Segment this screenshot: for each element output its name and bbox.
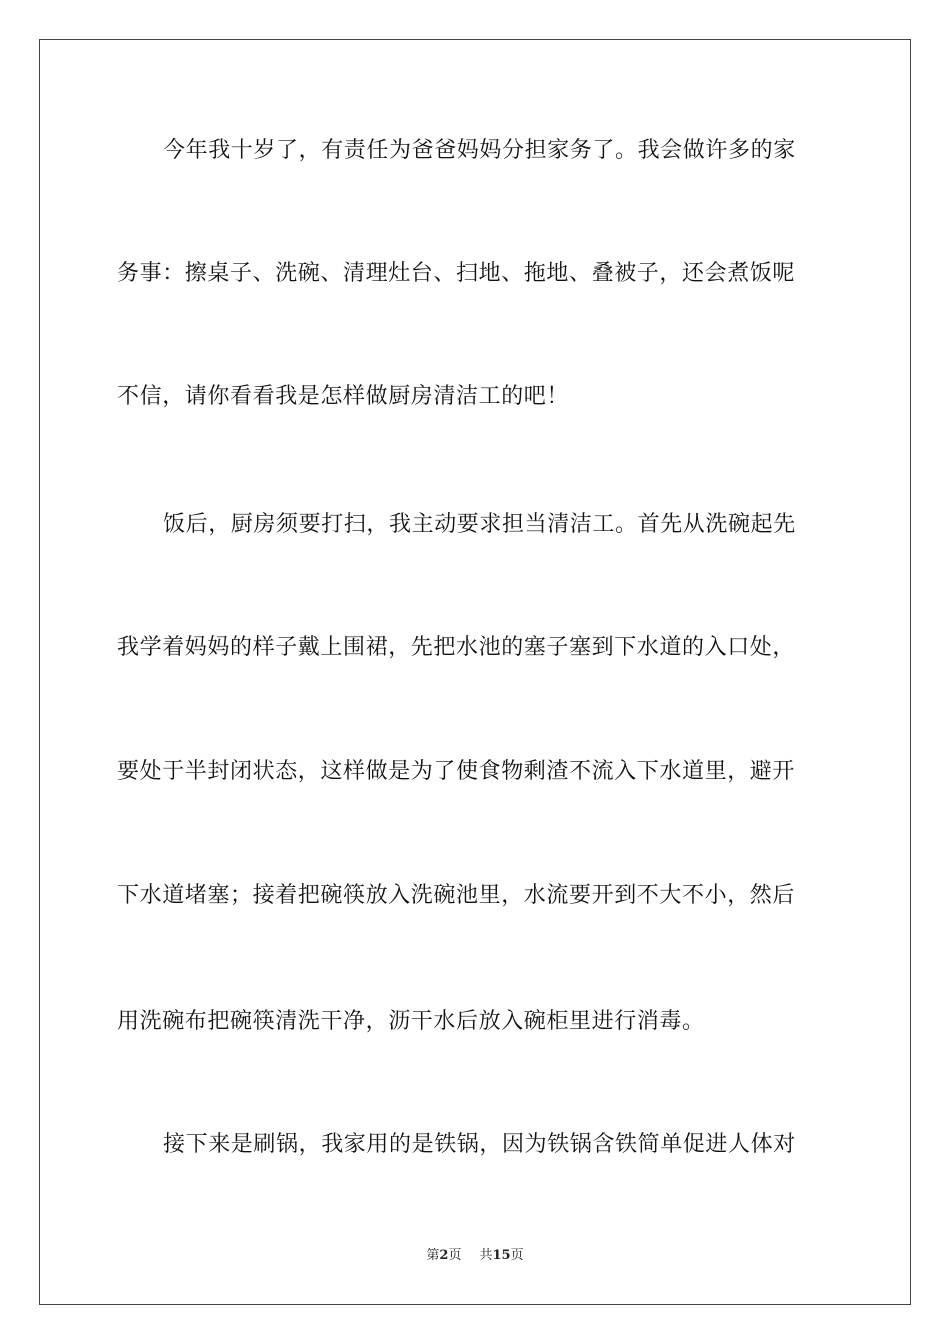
total-prefix: 共: [479, 1248, 493, 1263]
total-suffix: 页: [510, 1248, 524, 1263]
paragraph-2-line-1: 饭后，厨房须要打扫，我主动要求担当清洁工。首先从洗碗起先: [163, 512, 796, 537]
total-pages: 15: [492, 1248, 511, 1263]
page-number: 2: [439, 1248, 449, 1263]
paragraph-2-line-4: 下水道堵塞；接着把碗筷放入洗碗池里，水流要开到不大不小，然后: [117, 883, 796, 908]
paragraph-2-line-3: 要处于半封闭状态，这样做是为了使食物剩渣不流入下水道里，避开: [117, 759, 796, 784]
paragraph-2-line-5: 用洗碗布把碗筷清洗干净，沥干水后放入碗柜里进行消毒。: [117, 1009, 705, 1034]
page-footer: [0, 1247, 950, 1265]
paragraph-1-line-2: 务事：擦桌子、洗碗、清理灶台、扫地、拖地、叠被子，还会煮饭呢: [117, 261, 796, 286]
paragraph-3-line-1: 接下来是刷锅，我家用的是铁锅，因为铁锅含铁简单促进人体对: [163, 1132, 796, 1157]
paragraph-1-line-1: 今年我十岁了，有责任为爸爸妈妈分担家务了。我会做许多的家: [163, 138, 796, 163]
page-prefix: 第: [426, 1248, 440, 1263]
page-suffix: 页: [448, 1248, 462, 1263]
paragraph-1-line-3: 不信，请你看看我是怎样做厨房清洁工的吧！: [117, 384, 570, 409]
page-border: [39, 39, 911, 1305]
paragraph-2-line-2: 我学着妈妈的样子戴上围裙，先把水池的塞子塞到下水道的入口处，: [117, 635, 796, 660]
